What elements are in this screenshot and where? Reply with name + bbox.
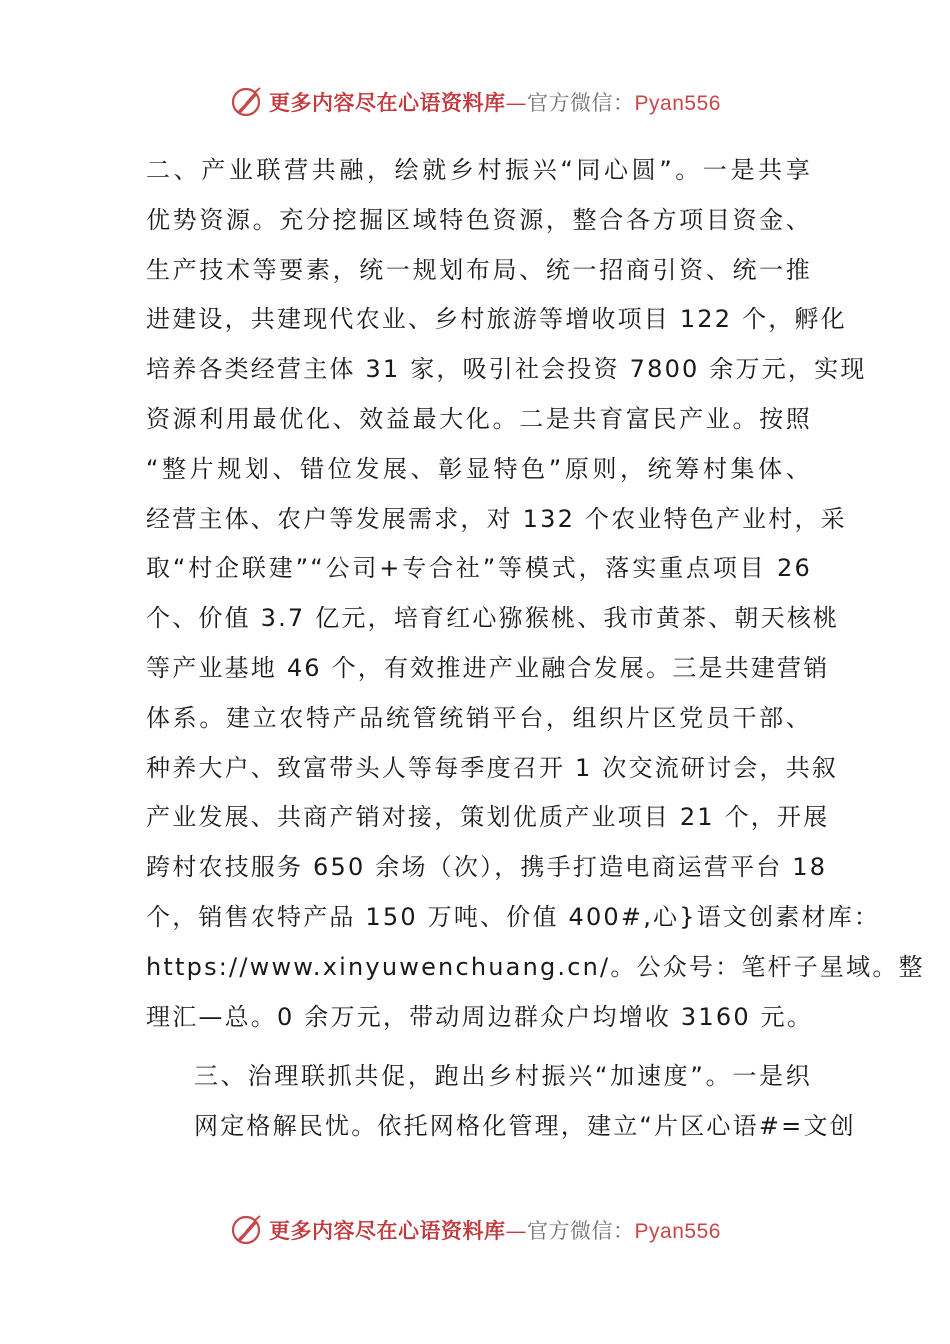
banner-red-text: 更多内容尽在心语资料库 [269, 1218, 506, 1243]
banner-wechat-id: Pyan556 [634, 92, 721, 115]
text-line: 生产技术等要素，统一规划布局、统一招商引资、统一推 [146, 255, 812, 284]
text-line: 经营主体、农户等发展需求，对 132 个农业特色产业村，采 [146, 504, 847, 533]
banner-text [269, 1215, 721, 1245]
banner-wechat-id: Pyan556 [634, 1220, 721, 1243]
banner-red-text: 更多内容尽在心语资料库 [269, 90, 506, 115]
text-line: 种养大户、致富带头人等每季度召开 1 次交流研讨会，共叙 [146, 753, 839, 782]
text-line: 个、价值 3.7 亿元，培育红心猕猴桃、我市黄茶、朝天核桃 [146, 604, 840, 633]
text-line: 理汇—总。0 余万元，带动周边群众户均增收 3160 元。 [146, 1002, 814, 1031]
banner-wechat-label: 官方微信： [527, 91, 635, 115]
banner-dash: — [505, 1219, 528, 1243]
document-body [146, 146, 925, 1152]
paragraph-governance [146, 1052, 856, 1152]
text-line: 体系。建立农特产品统管统销平台，组织片区党员干部、 [146, 703, 812, 732]
text-line: 进建设，共建现代农业、乡村旅游等增收项目 122 个，孵化 [146, 305, 847, 334]
text-line: 二、产业联营共融，绘就乡村振兴“同心圆”。一是共享 [146, 156, 812, 184]
text-line: 优势资源。充分挖掘区域特色资源，整合各方项目资金、 [146, 205, 812, 234]
text-line: 培养各类经营主体 31 家，吸引社会投资 7800 余万元，实现 [146, 355, 867, 384]
banner-wechat-label: 官方微信： [527, 1219, 635, 1243]
text-line: 三、治理联抓共促，跑出乡村振兴“加速度”。一是织 [194, 1062, 812, 1091]
text-line: 取“村企联建”“公司+专合社”等模式，落实重点项目 26 [146, 554, 812, 583]
header-watermark-banner [0, 82, 950, 122]
banner-text [269, 87, 721, 117]
text-line: 网定格解民忧。依托网格化管理，建立“片区心语#=文创 [194, 1112, 856, 1141]
text-line-url: https://www.xinyuwenchuang.cn/。公众号：笔杆子星域。整 [146, 952, 925, 981]
text-line: 产业发展、共商产销对接，策划优质产业项目 21 个，开展 [146, 803, 830, 832]
paragraph-industry [146, 146, 925, 1042]
quill-logo-icon [229, 1212, 265, 1248]
banner-dash: — [505, 91, 528, 115]
text-line: 等产业基地 46 个，有效推进产业融合发展。三是共建营销 [146, 653, 830, 682]
quill-logo-icon [229, 84, 265, 120]
footer-watermark-banner [0, 1210, 950, 1250]
text-line: 资源利用最优化、效益最大化。二是共育富民产业。按照 [146, 404, 812, 433]
text-line: “整片规划、错位发展、彰显特色”原则，统筹村集体、 [146, 454, 812, 483]
text-line: 个，销售农特产品 150 万吨、价值 400#,心}语文创素材库： [146, 902, 881, 931]
text-line: 跨村农技服务 650 余场（次），携手打造电商运营平台 18 [146, 853, 828, 882]
